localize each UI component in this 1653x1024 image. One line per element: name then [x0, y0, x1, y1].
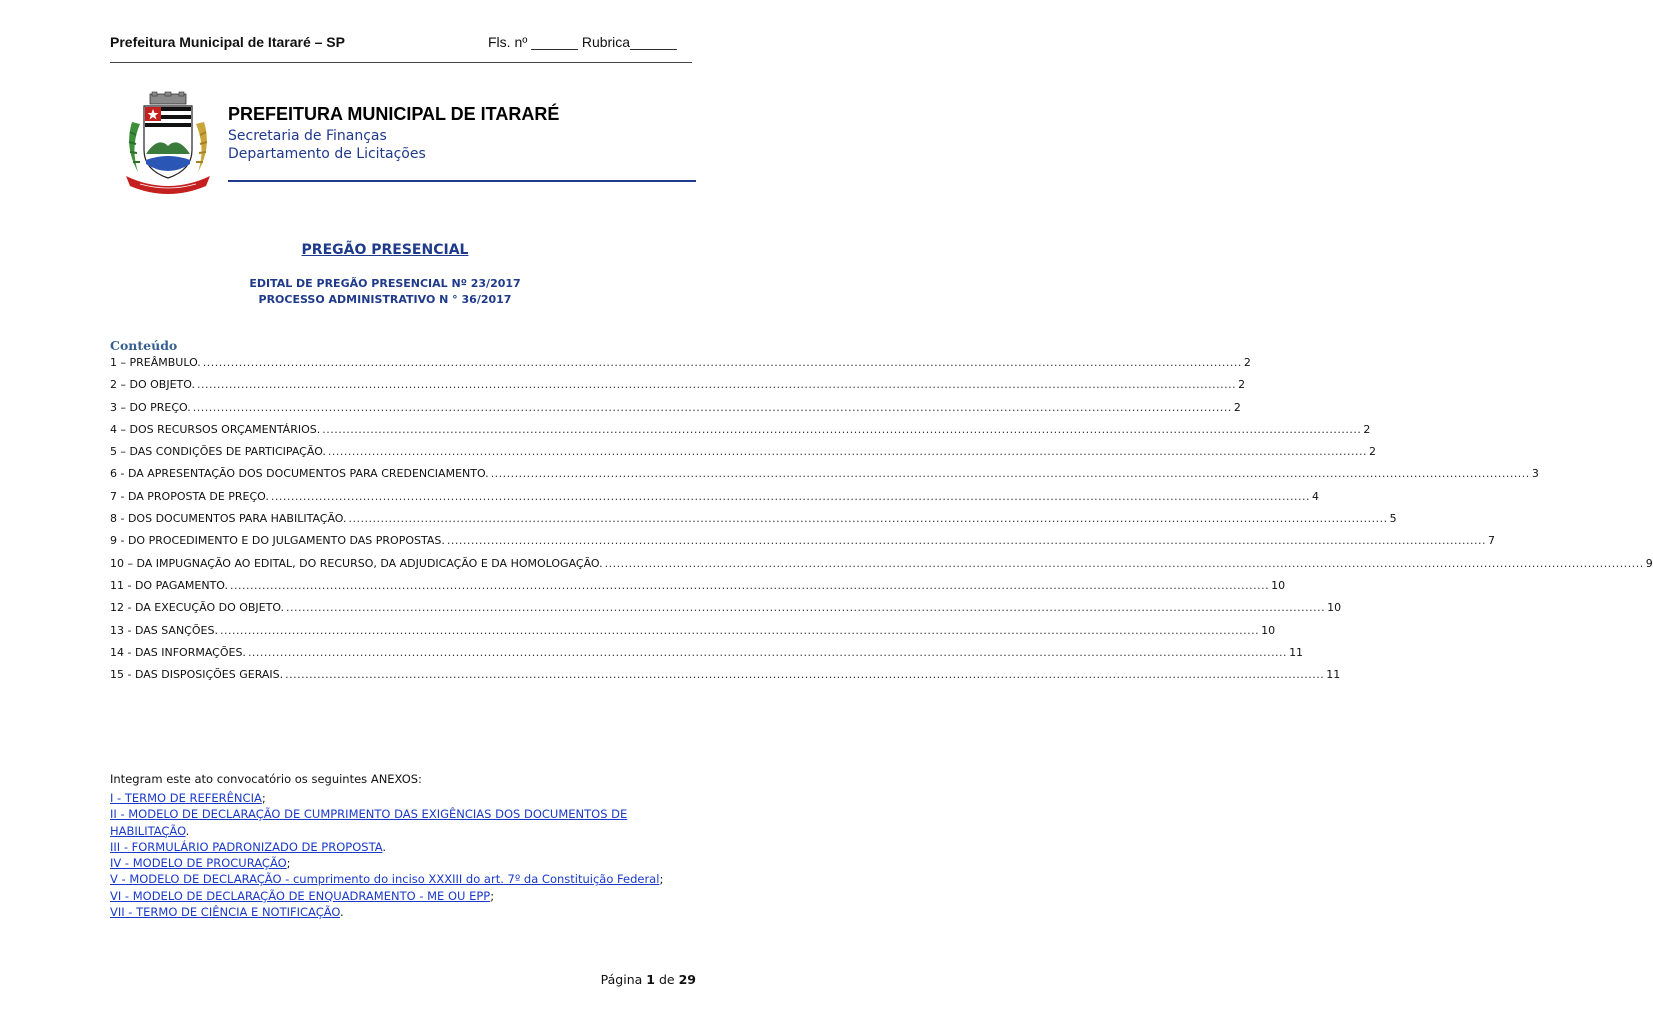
toc-dot-leader: .................................................................................................................................................................................................................................................................... — [196, 378, 1237, 392]
toc-entry-label: 15 - DAS DISPOSIÇÕES GERAIS. — [110, 668, 284, 682]
organization-block — [228, 104, 559, 162]
toc-entry-label: 10 – DA IMPUGNAÇÃO AO EDITAL, DO RECURSO, DA ADJUDICAÇÃO E DA HOMOLOGAÇÃO. — [110, 556, 603, 570]
annex-separator: . — [382, 839, 387, 854]
edital-number: EDITAL DE PREGÃO PRESENCIAL Nº 23/2017 — [249, 277, 521, 290]
toc-entry[interactable] — [110, 556, 1653, 579]
toc-entry[interactable] — [110, 400, 1241, 423]
toc-dot-leader: .................................................................................................................................................................................................................................................................... — [446, 534, 1486, 548]
toc-entry[interactable] — [110, 378, 1246, 400]
toc-entry-label: 13 - DAS SANÇÕES. — [110, 623, 218, 637]
footer-page-current: 1 — [646, 972, 655, 987]
header-municipality: Prefeitura Municipal de Itararé – SP — [110, 34, 345, 50]
toc-entry-page: 11 — [1289, 645, 1304, 659]
page-footer — [601, 972, 696, 987]
toc-entry-page: 2 — [1369, 445, 1377, 459]
toc-entry-label: 3 – DO PREÇO. — [110, 400, 191, 414]
organization-divider — [228, 180, 696, 182]
annex-separator: ; — [659, 872, 664, 887]
toc-dot-leader: .................................................................................................................................................................................................................................................................... — [192, 400, 1232, 414]
toc-entry[interactable] — [110, 512, 1397, 534]
toc-entry[interactable] — [110, 578, 1286, 601]
toc-entry[interactable] — [110, 422, 1371, 445]
annex-link-v[interactable]: V - MODELO DE DECLARAÇÃO - cumprimento do inciso XXXIII do art. 7º da Constituição Federal — [110, 872, 660, 887]
toc-entry[interactable] — [110, 668, 1341, 690]
toc-entry-label: 14 - DAS INFORMAÇÕES. — [110, 645, 246, 659]
toc-dot-leader: .................................................................................................................................................................................................................................................................... — [286, 601, 1326, 615]
toc-entry-label: 1 – PREÂMBULO. — [110, 356, 201, 369]
toc-dot-leader: .................................................................................................................................................................................................................................................................... — [490, 467, 1530, 481]
toc-entry-label: 5 – DAS CONDIÇÕES DE PARTICIPAÇÃO. — [110, 445, 326, 459]
annex-separator: . — [340, 905, 344, 920]
toc-dot-leader: .................................................................................................................................................................................................................................................................... — [270, 489, 1311, 503]
annex-link-ii-continued[interactable]: HABILITAÇÃO — [110, 823, 186, 838]
toc-entry-page: 2 — [1238, 378, 1246, 392]
annex-link-iv[interactable]: IV - MODELO DE PROCURAÇÃO — [110, 856, 287, 871]
toc-entry-label: 7 - DA PROPOSTA DE PREÇO. — [110, 489, 269, 503]
toc-entry[interactable] — [110, 534, 1495, 556]
toc-entry-label: 4 – DOS RECURSOS ORÇAMENTÁRIOS. — [110, 422, 321, 436]
annex-link-i[interactable]: I - TERMO DE REFERÊNCIA — [110, 791, 262, 805]
toc-dot-leader: .................................................................................................................................................................................................................................................................... — [327, 445, 1368, 459]
secretariat-name: Secretaria de Finanças — [228, 128, 387, 144]
toc-dot-leader: .................................................................................................................................................................................................................................................................... — [604, 556, 1644, 570]
toc-entry-page: 3 — [1531, 467, 1539, 481]
annex-separator: ; — [286, 856, 291, 871]
annexes-intro: Integram este ato convocatório os seguintes ANEXOS: — [110, 772, 422, 786]
toc-entry[interactable] — [110, 445, 1377, 467]
annex-separator: ; — [261, 791, 266, 805]
annex-link-ii[interactable]: II - MODELO DE DECLARAÇÃO DE CUMPRIMENTO DAS EXIGÊNCIAS DOS DOCUMENTOS DE — [110, 807, 628, 822]
toc-entry[interactable] — [110, 623, 1276, 646]
organization-title: PREFEITURA MUNICIPAL DE ITARARÉ — [228, 104, 560, 124]
toc-entry[interactable] — [110, 467, 1539, 489]
toc-entry-page: 10 — [1261, 623, 1276, 637]
annex-separator: . — [185, 823, 190, 838]
annex-link-iii[interactable]: III - FORMULÁRIO PADRONIZADO DE PROPOSTA — [110, 839, 383, 854]
toc-dot-leader: .................................................................................................................................................................................................................................................................... — [348, 512, 1388, 526]
coat-of-arms-icon — [120, 92, 216, 192]
toc-dot-leader: .................................................................................................................................................................................................................................................................... — [202, 356, 1242, 369]
toc-entry-label: 12 - DA EXECUÇÃO DO OBJETO. — [110, 601, 285, 615]
toc-entry-page: 2 — [1233, 400, 1241, 414]
toc-entry-label: 2 – DO OBJETO. — [110, 378, 195, 392]
toc-entry-page: 9 — [1645, 556, 1653, 570]
department-name: Departamento de Licitações — [228, 146, 426, 162]
toc-dot-leader: .................................................................................................................................................................................................................................................................... — [322, 422, 1362, 436]
toc-dot-leader: .................................................................................................................................................................................................................................................................... — [230, 578, 1270, 592]
footer-page-total: 29 — [678, 972, 696, 987]
toc-entry-page: 2 — [1363, 422, 1371, 436]
toc-entry-page: 11 — [1326, 668, 1341, 682]
annexes-list — [110, 790, 700, 920]
toc-entry-page: 10 — [1327, 601, 1342, 615]
toc-entry[interactable] — [110, 489, 1320, 512]
toc-entry-label: 9 - DO PROCEDIMENTO E DO JULGAMENTO DAS PROPOSTAS. — [110, 534, 445, 548]
toc-entry[interactable] — [110, 356, 1251, 378]
toc-entry-label: 11 - DO PAGAMENTO. — [110, 578, 228, 592]
toc-entry-page: 4 — [1312, 489, 1320, 503]
toc-dot-leader: .................................................................................................................................................................................................................................................................... — [219, 623, 1260, 637]
toc-dot-leader: .................................................................................................................................................................................................................................................................... — [285, 668, 1325, 682]
footer-page-prefix: Página — [600, 972, 643, 987]
annex-separator: ; — [490, 888, 495, 903]
footer-page-of: de — [658, 972, 675, 987]
document-title: PREGÃO PRESENCIAL — [301, 242, 469, 258]
toc-entry-page: 2 — [1243, 356, 1251, 369]
toc-entry-page: 5 — [1389, 512, 1397, 526]
table-of-contents — [110, 356, 1653, 690]
toc-dot-leader: .................................................................................................................................................................................................................................................................... — [247, 645, 1288, 659]
process-number: PROCESSO ADMINISTRATIVO N ° 36/2017 — [258, 293, 512, 306]
toc-entry-page: 10 — [1271, 578, 1286, 592]
toc-entry-label: 8 - DOS DOCUMENTOS PARA HABILITAÇÃO. — [110, 512, 347, 526]
header-divider — [110, 62, 692, 63]
toc-entry-page: 7 — [1487, 534, 1495, 548]
annex-link-vii[interactable]: VII - TERMO DE CIÊNCIA E NOTIFICAÇÃO — [110, 905, 341, 920]
toc-entry[interactable] — [110, 601, 1342, 623]
toc-heading: Conteúdo — [110, 338, 178, 353]
annex-link-vi[interactable]: VI - MODELO DE DECLARAÇÃO DE ENQUADRAMENTO - ME OU EPP — [110, 888, 491, 903]
toc-entry[interactable] — [110, 645, 1304, 668]
header-folio-signature: Fls. nº ______ Rubrica______ — [488, 34, 677, 50]
toc-entry-label: 6 - DA APRESENTAÇÃO DOS DOCUMENTOS PARA CREDENCIAMENTO. — [110, 467, 489, 481]
